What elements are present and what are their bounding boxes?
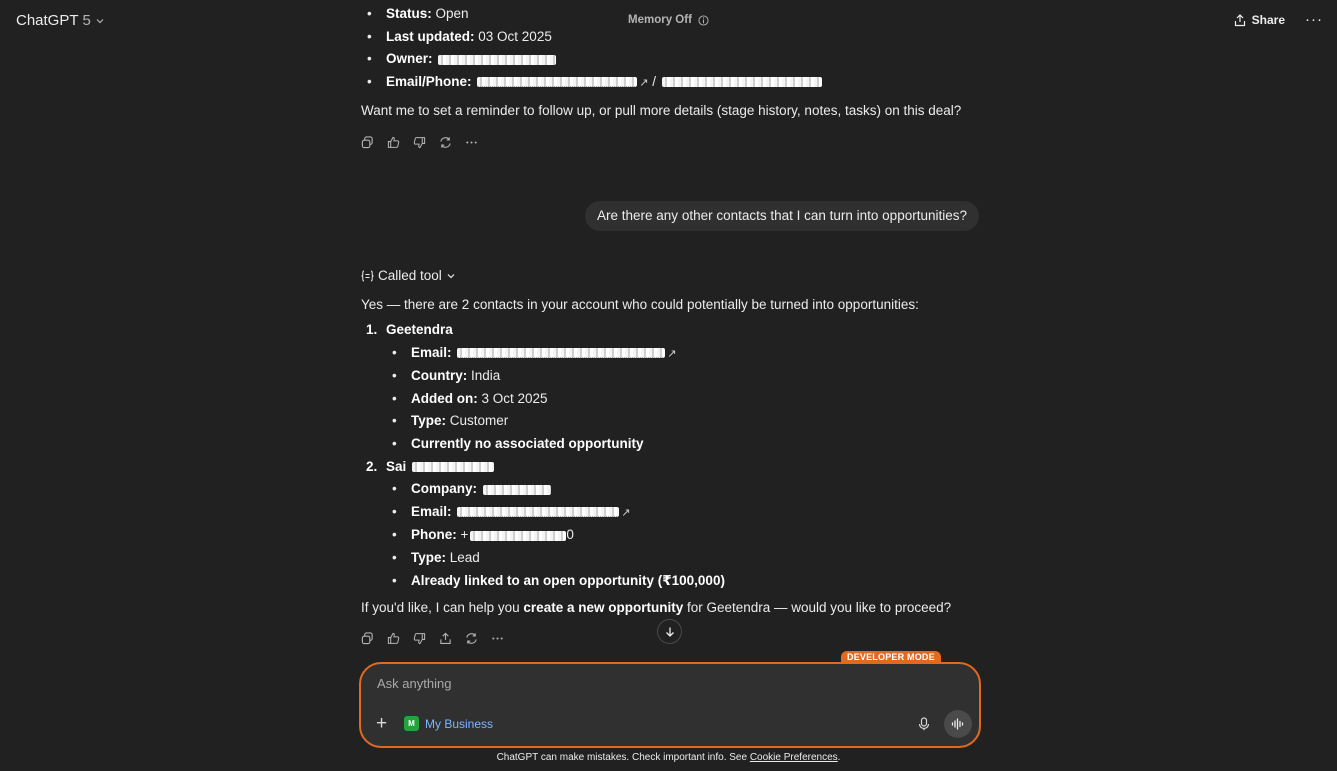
share-button[interactable] <box>1234 13 1285 27</box>
list-item: • Added on: 3 Oct 2025 <box>386 388 981 411</box>
add-attachment-button[interactable]: + <box>376 713 388 734</box>
tool-icon <box>361 270 374 282</box>
thumbs-down-icon[interactable] <box>413 136 426 149</box>
list-item: • Already linked to an open opportunity (₹100,000) <box>386 570 981 593</box>
list-item: • Phone: + 0 <box>386 524 981 547</box>
list-item: • Last updated: 03 Oct 2025 <box>361 26 981 49</box>
memory-label: Memory Off <box>628 14 692 26</box>
contact-item: 2. Sai • Company: • Email: ↗ • Phone: + 0 • Type: Lead • Already linked to an open opportunity (₹100,000) <box>361 456 981 593</box>
list-item: • Email/Phone: ↗ / <box>361 71 981 95</box>
prompt-input[interactable] <box>377 676 937 691</box>
contact-name: Sai <box>386 458 407 474</box>
disclaimer-footer: ChatGPT can make mistakes. Check important info. See Cookie Preferences. <box>496 752 841 763</box>
contacts-list <box>361 319 981 592</box>
regenerate-icon[interactable] <box>465 632 478 645</box>
contact-details <box>386 478 981 592</box>
redacted-phone <box>470 531 566 541</box>
list-item: • Type: Customer <box>386 410 981 433</box>
developer-mode-badge: DEVELOPER MODE <box>841 651 941 663</box>
list-item: • Email: ↗ <box>386 342 981 366</box>
connector-chip[interactable] <box>404 716 493 731</box>
reply-closing: If you'd like, I can help you create a new opportunity for Geetendra — would you like to proceed? <box>361 600 952 615</box>
called-tool-label: Called tool <box>378 268 442 283</box>
deal-details-list <box>361 3 981 94</box>
more-icon[interactable] <box>491 632 504 645</box>
voice-mode-button[interactable] <box>944 710 972 738</box>
redacted-surname <box>412 462 494 472</box>
redacted-email-link[interactable] <box>477 77 637 87</box>
model-version: 5 <box>82 12 91 29</box>
arrow-down-icon <box>664 626 676 638</box>
share-label: Share <box>1251 13 1285 27</box>
thumbs-up-icon[interactable] <box>387 136 400 149</box>
composer <box>359 662 981 748</box>
external-link-icon: ↗ <box>667 347 677 360</box>
contact-name: Geetendra <box>386 322 453 337</box>
message-actions <box>361 632 504 645</box>
copy-icon[interactable] <box>361 136 374 149</box>
redacted-owner <box>438 55 556 65</box>
external-link-icon: ↗ <box>639 76 649 89</box>
external-link-icon: ↗ <box>621 506 631 519</box>
more-icon[interactable] <box>465 136 478 149</box>
user-message: Are there any other contacts that I can turn into opportunities? <box>585 201 979 231</box>
list-item: • Currently no associated opportunity <box>386 433 981 456</box>
list-item: • Owner: <box>361 48 981 71</box>
waveform-icon <box>951 718 965 730</box>
message-actions <box>361 136 478 149</box>
reply-intro: Yes — there are 2 contacts in your account who could potentially be turned into opportunities: <box>361 297 919 312</box>
redacted-email-link[interactable] <box>457 348 665 358</box>
connector-label: My Business <box>425 716 494 731</box>
cookie-preferences-link[interactable]: Cookie Preferences <box>749 752 838 763</box>
thumbs-down-icon[interactable] <box>413 632 426 645</box>
list-item: • Company: <box>386 478 981 501</box>
list-item: • Country: India <box>386 365 981 388</box>
copy-icon[interactable] <box>361 632 374 645</box>
chevron-down-icon <box>95 16 105 26</box>
redacted-email-link[interactable] <box>457 507 619 517</box>
model-switcher[interactable] <box>16 12 105 29</box>
chevron-down-icon <box>446 271 456 281</box>
redacted-company <box>483 485 551 495</box>
regenerate-icon[interactable] <box>439 136 452 149</box>
scroll-to-bottom-button[interactable] <box>657 619 682 644</box>
list-item: • Status: Open <box>361 3 981 26</box>
list-item: • Type: Lead <box>386 547 981 570</box>
thumbs-up-icon[interactable] <box>387 632 400 645</box>
connector-icon: M <box>404 716 419 731</box>
contact-details <box>386 342 981 456</box>
more-options-button[interactable]: ··· <box>1305 11 1323 28</box>
microphone-icon[interactable] <box>917 717 931 731</box>
share-icon <box>1234 14 1246 27</box>
list-item: • Email: ↗ <box>386 501 981 525</box>
redacted-phone <box>662 77 822 87</box>
followup-text: Want me to set a reminder to follow up, or pull more details (stage history, notes, tasks) on this deal? <box>361 103 962 118</box>
share-icon[interactable] <box>439 632 452 645</box>
called-tool-toggle[interactable] <box>361 268 456 283</box>
contact-item: 1. Geetendra • Email: ↗ • Country: India • Added on: 3 Oct 2025 • Type: Customer • Currently no associated opportunity <box>361 319 981 456</box>
model-name: ChatGPT <box>16 12 79 29</box>
